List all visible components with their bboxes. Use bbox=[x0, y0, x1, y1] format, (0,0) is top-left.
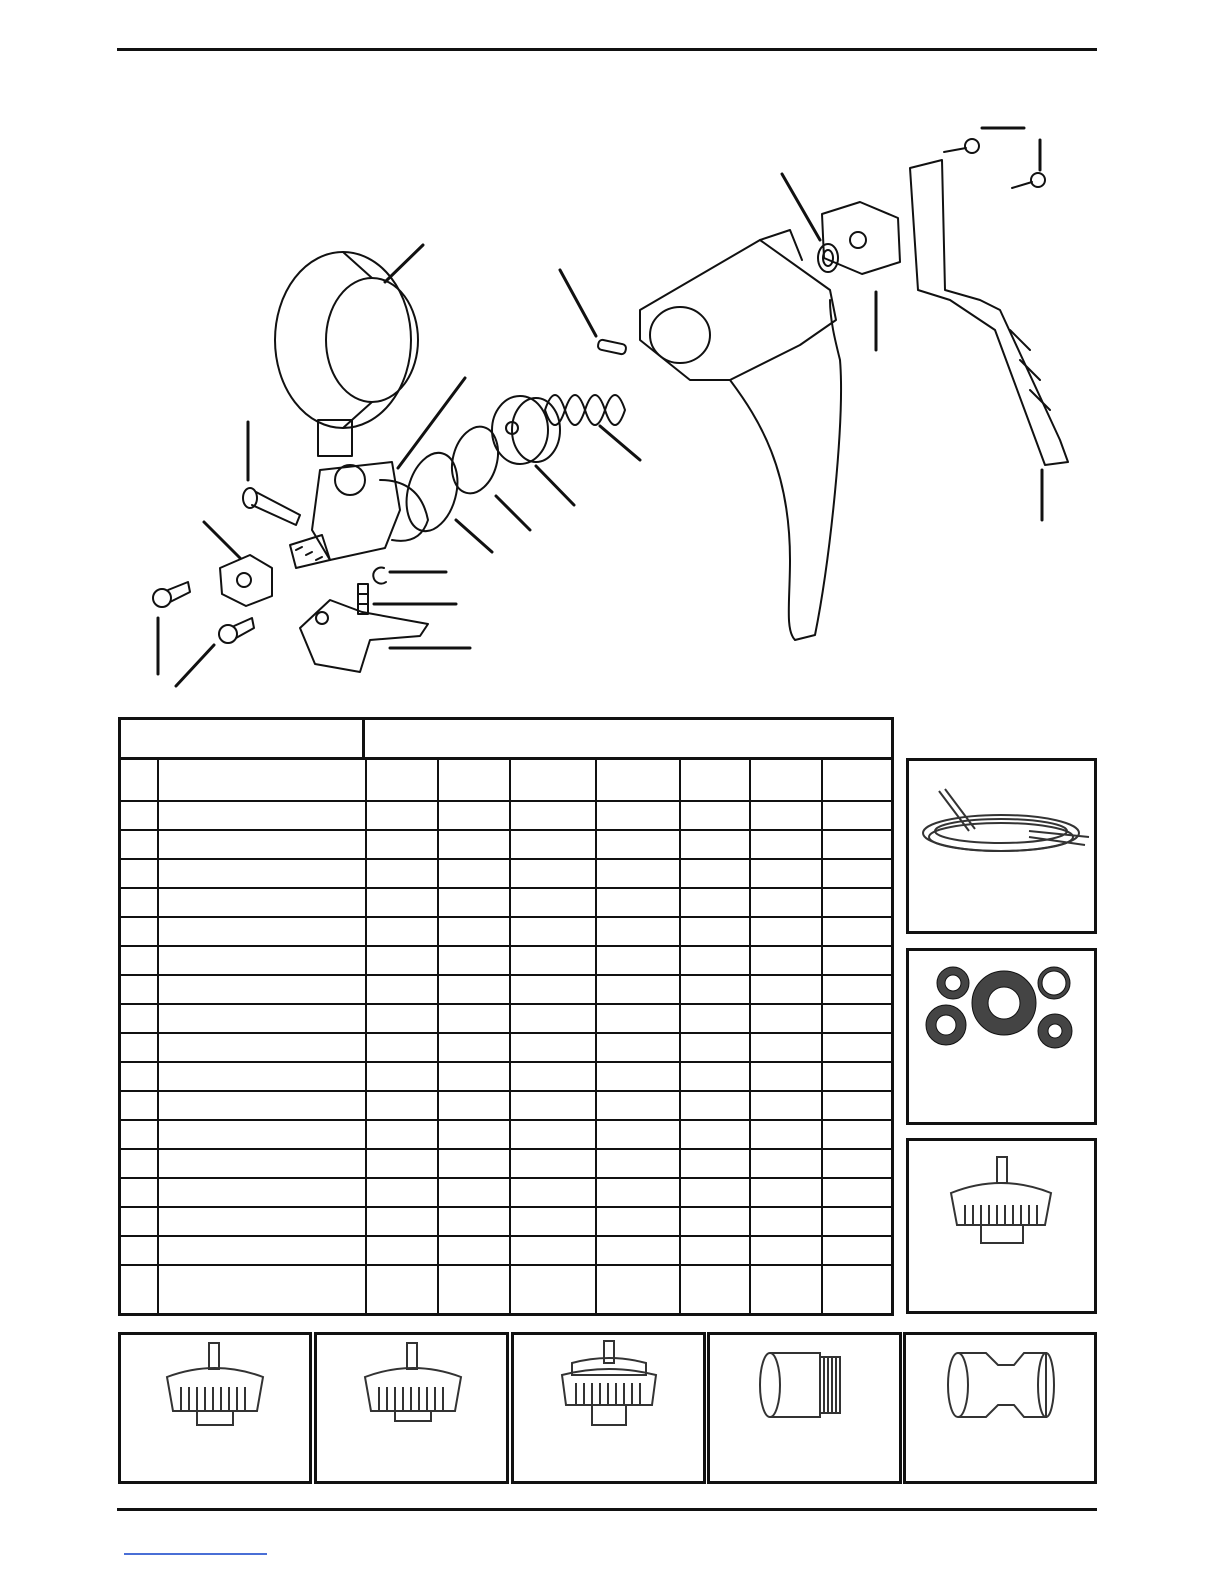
coupler-adapter-icon bbox=[906, 1335, 1094, 1481]
bottom-panel-5 bbox=[903, 1332, 1097, 1484]
bracket-icon bbox=[300, 600, 428, 672]
table-row-divider bbox=[121, 829, 891, 831]
callout-leader-lines bbox=[158, 128, 1042, 686]
threaded-adapter-icon bbox=[710, 1335, 899, 1481]
footer-link-underline[interactable] bbox=[124, 1553, 267, 1555]
table-column-divider bbox=[157, 760, 159, 1313]
table-header-right bbox=[365, 720, 891, 760]
table-row-divider bbox=[121, 1003, 891, 1005]
table-row-divider bbox=[121, 800, 891, 802]
table-row-divider bbox=[121, 887, 891, 889]
cap-adapter-icon bbox=[317, 1335, 506, 1481]
clip-icon bbox=[373, 568, 386, 584]
o-ring-icon bbox=[398, 447, 465, 537]
rivet-icon bbox=[944, 139, 1045, 188]
gauge-body-icon bbox=[312, 462, 428, 560]
bottom-rule bbox=[117, 1508, 1097, 1511]
pump-body-icon bbox=[640, 230, 841, 640]
table-row-divider bbox=[121, 1177, 891, 1179]
table-row-divider bbox=[121, 1148, 891, 1150]
table-column-divider bbox=[821, 760, 823, 1313]
table-row-divider bbox=[121, 1264, 891, 1266]
table-row-divider bbox=[121, 858, 891, 860]
cap-adapter-large-icon bbox=[121, 1335, 309, 1481]
bottom-panel-3 bbox=[511, 1332, 706, 1484]
table-column-divider bbox=[679, 760, 681, 1313]
table-column-divider bbox=[595, 760, 597, 1313]
table-row-divider bbox=[121, 945, 891, 947]
table-column-divider bbox=[365, 760, 367, 1313]
exploded-parts-diagram bbox=[0, 0, 1224, 710]
table-row-divider bbox=[121, 1090, 891, 1092]
seal-kit-panel bbox=[906, 948, 1097, 1125]
table-row-divider bbox=[121, 1061, 891, 1063]
seal-icon bbox=[818, 244, 838, 272]
table-column-divider bbox=[509, 760, 511, 1313]
hose-kit-panel bbox=[906, 758, 1097, 934]
lever-icon bbox=[910, 160, 1068, 465]
gauge-icon bbox=[275, 252, 418, 456]
cap-adapter-panel bbox=[906, 1138, 1097, 1314]
nut-icon bbox=[220, 555, 272, 606]
table-row-divider bbox=[121, 1235, 891, 1237]
table-row-divider bbox=[121, 1119, 891, 1121]
piston-icon bbox=[492, 396, 560, 464]
spring-icon bbox=[545, 395, 625, 425]
parts-table bbox=[118, 717, 894, 1316]
washer-icon bbox=[445, 421, 505, 498]
bolt-icon bbox=[243, 488, 300, 525]
cap-adapter-icon bbox=[909, 1141, 1094, 1311]
table-row-divider bbox=[121, 1032, 891, 1034]
cover-plate-icon bbox=[822, 202, 900, 274]
table-row-divider bbox=[121, 916, 891, 918]
bottom-panel-1 bbox=[118, 1332, 312, 1484]
seal-kit-icon bbox=[909, 951, 1094, 1122]
cap-adapter-stepped-icon bbox=[514, 1335, 703, 1481]
bottom-panel-4 bbox=[707, 1332, 902, 1484]
hose-kit-icon bbox=[909, 761, 1094, 931]
table-row-divider bbox=[121, 1206, 891, 1208]
screw-icon bbox=[153, 582, 254, 643]
valve-core-icon bbox=[358, 584, 368, 614]
table-row-divider bbox=[121, 974, 891, 976]
bottom-panel-2 bbox=[314, 1332, 509, 1484]
table-column-divider bbox=[749, 760, 751, 1313]
pin-icon bbox=[597, 339, 626, 355]
table-column-divider bbox=[437, 760, 439, 1313]
table-header-left bbox=[121, 720, 365, 760]
